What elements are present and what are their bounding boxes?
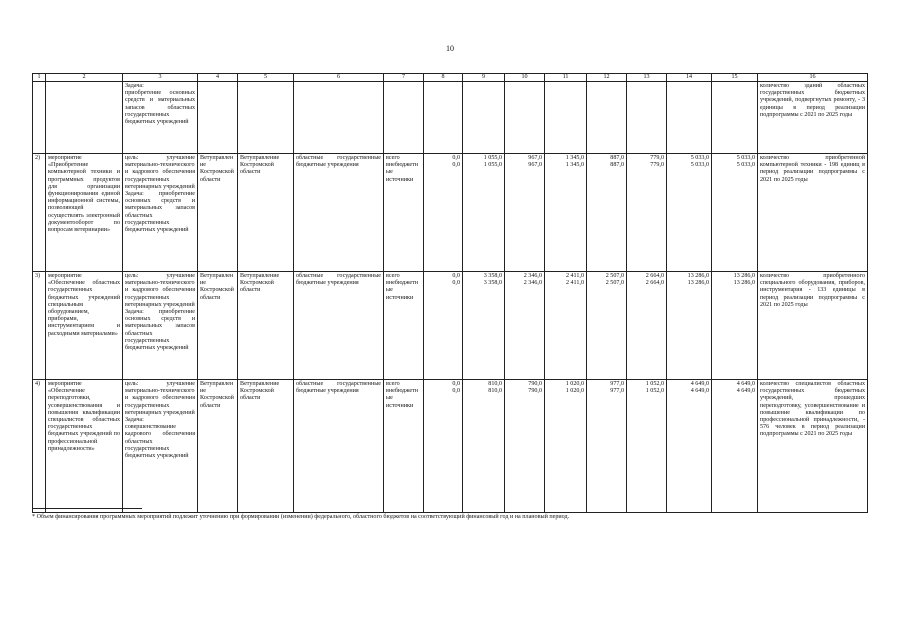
result-cell: количество приобретенной компьютерной техники - 198 единиц в период реализации подпрограммы с 2021 по 2025 годы <box>758 154 868 272</box>
amount-value: 810,0 <box>488 388 502 395</box>
column-header: 5 <box>238 74 294 82</box>
column-header: 7 <box>384 74 424 82</box>
column-header: 11 <box>545 74 587 82</box>
header-row <box>33 74 868 82</box>
amount-value: 1 055,0 <box>483 155 502 161</box>
amount-value: 977,0 <box>610 388 624 395</box>
amount-value: 1 020,0 <box>565 388 584 395</box>
coexecutor-cell: Ветуправление Костромской области <box>238 272 294 380</box>
footnote-divider <box>32 508 142 509</box>
amount-cell-v12 <box>587 380 627 513</box>
column-header: 2 <box>46 74 123 82</box>
funding-source-label: внебюджетные источники <box>386 280 419 301</box>
amount-value: 779,0 <box>650 155 664 161</box>
program-table <box>32 73 868 513</box>
amount-value: 810,0 <box>488 381 502 387</box>
amount-cell-v12 <box>587 154 627 272</box>
amount-cell-v10 <box>505 272 545 380</box>
amount-cell-v15 <box>712 272 758 380</box>
amount-value: 779,0 <box>650 162 664 169</box>
amount-value: 790,0 <box>528 388 542 395</box>
column-header: 16 <box>758 74 868 82</box>
amount-value: 2 664,0 <box>645 273 664 279</box>
amount-value: 967,0 <box>528 155 542 161</box>
activity-name-cell: мероприятие «Обеспечение областных государственных бюджетных учреждений специальным оборудованием, приборами, инструментарием и расходными материалами» <box>46 272 123 380</box>
column-header: 8 <box>424 74 463 82</box>
amount-cell-v9 <box>463 154 505 272</box>
amount-cell-v15 <box>712 380 758 513</box>
amount-value: 13 286,0 <box>733 280 755 287</box>
executor-cell: Ветуправление Костромской области <box>198 380 238 513</box>
amount-cell-v11 <box>545 380 587 513</box>
table-row <box>33 380 868 513</box>
amount-value: 5 033,0 <box>736 155 755 161</box>
funding-source-label: всего <box>386 381 400 387</box>
amount-value: 1 052,0 <box>645 388 664 395</box>
goal-cell: Задача: приобретение основных средств и материальных запасов областных государственных бюджетных учреждений <box>123 82 198 154</box>
amount-value: 2 346,0 <box>523 280 542 287</box>
amount-cell-v10 <box>505 380 545 513</box>
amount-cell-v13 <box>627 272 667 380</box>
amount-value: 1 020,0 <box>565 381 584 387</box>
activity-name-cell: мероприятие «Обеспечение переподготовки, усовершенствования и повышения квалификации специалистов областных государственных бюджетных учреждений по профессиональной принадлежности» <box>46 380 123 513</box>
column-header: 1 <box>33 74 46 82</box>
amount-cell-v12 <box>587 272 627 380</box>
amount-value: 2 411,0 <box>565 273 584 279</box>
institutions-cell: областные государственные бюджетные учреждения <box>294 380 384 513</box>
amount-value: 0,0 <box>452 155 460 161</box>
amount-value: 2 664,0 <box>645 280 664 287</box>
amount-cell-v8 <box>424 380 463 513</box>
column-header: 13 <box>627 74 667 82</box>
amount-value: 887,0 <box>610 162 624 169</box>
funding-source-label: всего <box>386 155 400 161</box>
amount-cell-v15 <box>712 154 758 272</box>
activity-name-cell: мероприятие «Приобретение компьютерной техники и программных продуктов для организации функционирования единой информационной системы, позволяющей осуществлять электронный документооборот по вопросам ветеринарии» <box>46 154 123 272</box>
amount-value: 13 286,0 <box>687 280 709 287</box>
goal-cell: цель: улучшение материально-технического и кадрового обеспечения государственных ветеринарных учреждений Задача: приобретение основных средств и материальных запасов областных государственных бюджетных учреждений <box>123 154 198 272</box>
column-header: 12 <box>587 74 627 82</box>
amount-value: 4 649,0 <box>690 388 709 395</box>
column-header: 10 <box>505 74 545 82</box>
amount-value: 1 055,0 <box>483 162 502 169</box>
result-cell: количество приобретенного специального оборудования, приборов, инструментария - 133 единицы в период реализации подпрограммы с 2021 по 2025 годы <box>758 272 868 380</box>
row-number-cell: 4) <box>33 380 46 513</box>
funding-source-cell <box>384 154 424 272</box>
table-row <box>33 154 868 272</box>
column-header: 14 <box>667 74 712 82</box>
footnote: * Объем финансирования программных мероприятий подлежит уточнению при формировании (изменении) федерального, областного бюджетов на соответствующий финансовый год и на плановый период. <box>32 514 570 520</box>
amount-value: 1 345,0 <box>565 162 584 169</box>
column-header: 4 <box>198 74 238 82</box>
amount-value: 977,0 <box>610 381 624 387</box>
amount-value: 967,0 <box>528 162 542 169</box>
goal-cell: цель: улучшение материально-технического и кадрового обеспечения государственных ветеринарных учреждений Задача: приобретение основных средств и материальных запасов областных государственных бюджетных учреждений <box>123 272 198 380</box>
amount-value: 3 358,0 <box>483 273 502 279</box>
amount-value: 887,0 <box>610 155 624 161</box>
funding-source-cell <box>384 380 424 513</box>
amount-value: 4 649,0 <box>690 381 709 387</box>
amount-value: 2 507,0 <box>605 273 624 279</box>
amount-value: 2 507,0 <box>605 280 624 287</box>
table-row <box>33 272 868 380</box>
amount-value: 4 649,0 <box>736 381 755 387</box>
amount-value: 5 033,0 <box>690 155 709 161</box>
row-number-cell: 2) <box>33 154 46 272</box>
funding-source-cell <box>384 272 424 380</box>
page-number: 10 <box>446 44 454 53</box>
amount-value: 0,0 <box>452 273 460 279</box>
amount-cell-v9 <box>463 380 505 513</box>
row-number-cell: 3) <box>33 272 46 380</box>
table-row <box>33 82 868 154</box>
amount-value: 2 346,0 <box>523 273 542 279</box>
amount-cell-v10 <box>505 154 545 272</box>
amount-value: 0,0 <box>452 280 460 287</box>
amount-value: 13 286,0 <box>733 273 755 279</box>
amount-cell-v13 <box>627 380 667 513</box>
result-cell: количество зданий областных государственных бюджетных учреждений, подвергнутых ремонту, - 3 единицы в период реализации подпрограммы с 2021 по 2025 годы <box>758 82 868 154</box>
amount-value: 0,0 <box>452 388 460 395</box>
column-header: 6 <box>294 74 384 82</box>
amount-value: 790,0 <box>528 381 542 387</box>
executor-cell: Ветуправление Костромской области <box>198 272 238 380</box>
amount-cell-v8 <box>424 272 463 380</box>
amount-value: 0,0 <box>452 162 460 169</box>
amount-cell-v14 <box>667 154 712 272</box>
amount-cell-v8 <box>424 154 463 272</box>
amount-value: 0,0 <box>452 381 460 387</box>
amount-value: 5 033,0 <box>736 162 755 169</box>
amount-cell-v11 <box>545 272 587 380</box>
result-cell: количество специалистов областных государственных бюджетных учреждений, прошедших переподготовку, усовершенствование и повышение квалификации по профессиональной принадлежности, - 576 человек в период реализации подпрограммы с 2021 по 2025 годы <box>758 380 868 513</box>
institutions-cell: областные государственные бюджетные учреждения <box>294 272 384 380</box>
coexecutor-cell: Ветуправление Костромской области <box>238 380 294 513</box>
column-header: 15 <box>712 74 758 82</box>
goal-cell: цель: улучшение материально-технического и кадрового обеспечения государственных ветеринарных учреждений Задача: совершенствование кадрового обеспечения областных государственных бюджетных учреждений <box>123 380 198 513</box>
amount-value: 1 345,0 <box>565 155 584 161</box>
funding-source-label: внебюджетные источники <box>386 388 419 409</box>
coexecutor-cell: Ветуправление Костромской области <box>238 154 294 272</box>
amount-value: 1 052,0 <box>645 381 664 387</box>
amount-value: 2 411,0 <box>565 280 584 287</box>
column-header: 3 <box>123 74 198 82</box>
funding-source-label: всего <box>386 273 400 279</box>
executor-cell: Ветуправление Костромской области <box>198 154 238 272</box>
amount-value: 4 649,0 <box>736 388 755 395</box>
institutions-cell: областные государственные бюджетные учреждения <box>294 154 384 272</box>
amount-value: 3 358,0 <box>483 280 502 287</box>
amount-cell-v9 <box>463 272 505 380</box>
amount-cell-v11 <box>545 154 587 272</box>
amount-value: 13 286,0 <box>687 273 709 279</box>
amount-value: 5 033,0 <box>690 162 709 169</box>
amount-cell-v13 <box>627 154 667 272</box>
column-header: 9 <box>463 74 505 82</box>
funding-source-label: внебюджетные источники <box>386 162 419 183</box>
amount-cell-v14 <box>667 272 712 380</box>
amount-cell-v14 <box>667 380 712 513</box>
